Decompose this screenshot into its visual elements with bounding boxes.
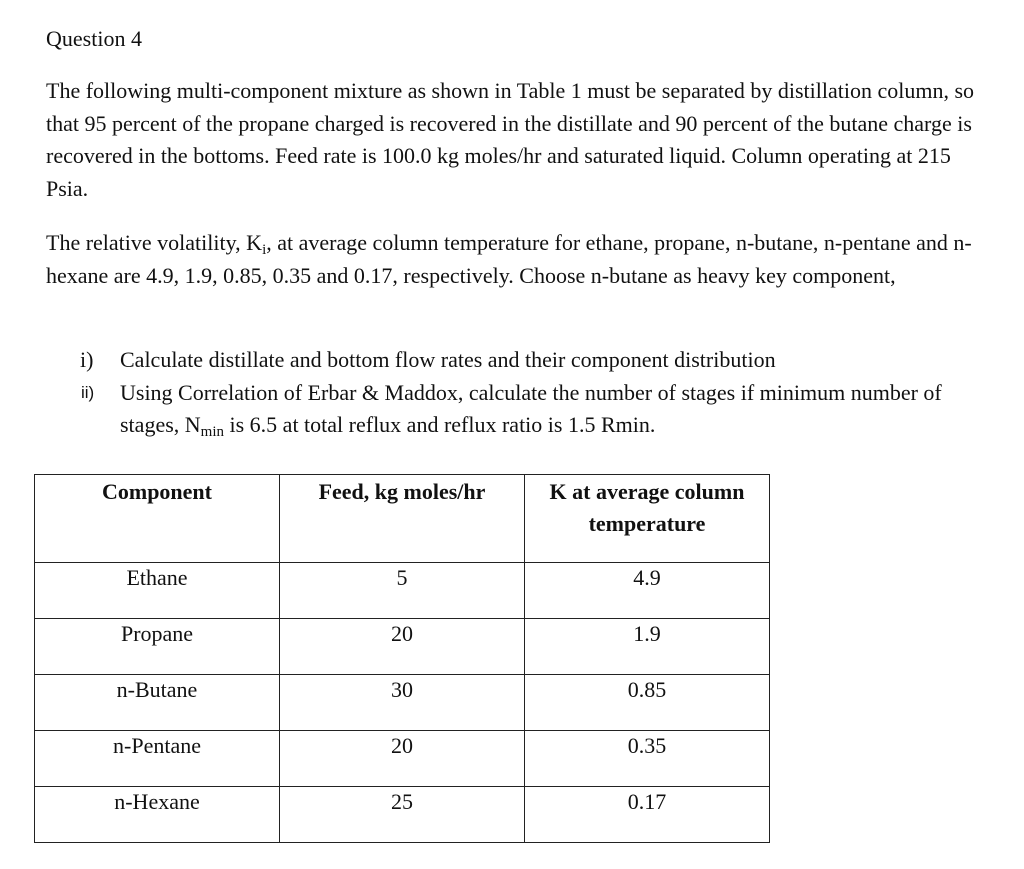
cell-k-value: 0.17 bbox=[525, 787, 770, 843]
table-row bbox=[35, 731, 770, 787]
task-subscript: min bbox=[200, 424, 224, 440]
task-text: Calculate distillate and bottom flow rates and their component distribution bbox=[120, 347, 776, 372]
cell-feed: 20 bbox=[280, 619, 525, 675]
header-component: Component bbox=[35, 475, 280, 563]
table-row bbox=[35, 675, 770, 731]
cell-component: Ethane bbox=[35, 563, 280, 619]
volatility-subscript: i bbox=[262, 242, 267, 258]
problem-description: The following multi-component mixture as shown in Table 1 must be separated by distillation column, so that 95 percent of the propane charged is recovered in the distillate and 90 percent of the butane charge is recovered in the bottoms. Feed rate is 100.0 kg moles/hr and saturated liquid. Column operating at 215 Psia. bbox=[46, 78, 975, 201]
question-title: Question 4 bbox=[46, 26, 142, 51]
cell-feed: 25 bbox=[280, 787, 525, 843]
cell-k-value: 1.9 bbox=[525, 619, 770, 675]
volatility-text-before: The relative volatility, K bbox=[46, 230, 263, 255]
task-text-after: is 6.5 at total reflux and reflux ratio is 1.5 Rmin. bbox=[224, 412, 656, 437]
cell-k-value: 4.9 bbox=[525, 563, 770, 619]
table-row bbox=[35, 619, 770, 675]
component-table bbox=[34, 474, 770, 843]
cell-component: n-Pentane bbox=[35, 731, 280, 787]
task-item bbox=[80, 344, 980, 377]
header-feed: Feed, kg moles/hr bbox=[280, 475, 525, 563]
cell-component: n-Hexane bbox=[35, 787, 280, 843]
task-marker: i) bbox=[80, 347, 94, 372]
cell-feed: 20 bbox=[280, 731, 525, 787]
task-text-before: Using Correlation of Erbar & Maddox, calculate the number of stages if minimum number of stages, N bbox=[120, 379, 942, 437]
cell-feed: 5 bbox=[280, 563, 525, 619]
task-marker: ii) bbox=[81, 382, 95, 402]
cell-component: Propane bbox=[35, 619, 280, 675]
header-k-value: K at average column temperature bbox=[525, 475, 770, 563]
volatility-description bbox=[46, 227, 996, 292]
task-list bbox=[80, 344, 980, 442]
volatility-text-after: , at average column temperature for ethane, propane, n-butane, n-pentane and n-hexane are 4.9, 1.9, 0.85, 0.35 and 0.17, respectively. Choose n-butane as heavy key component, bbox=[46, 230, 972, 288]
cell-k-value: 0.85 bbox=[525, 675, 770, 731]
table-header-row bbox=[35, 475, 770, 563]
table-row bbox=[35, 787, 770, 843]
table-row bbox=[35, 563, 770, 619]
cell-k-value: 0.35 bbox=[525, 731, 770, 787]
cell-feed: 30 bbox=[280, 675, 525, 731]
task-item bbox=[80, 377, 980, 442]
cell-component: n-Butane bbox=[35, 675, 280, 731]
